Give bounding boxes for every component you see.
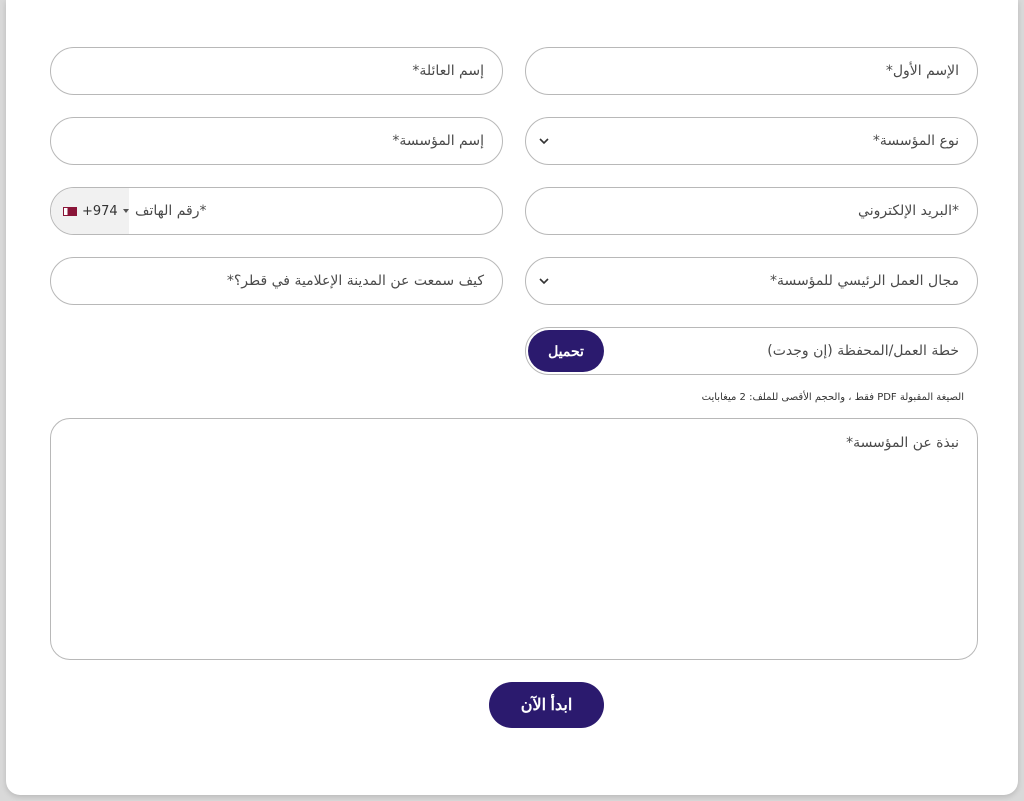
last-name-placeholder: إسم العائلة* — [412, 63, 484, 79]
dial-code: +974 — [82, 203, 118, 219]
caret-down-icon — [123, 209, 129, 213]
org-type-select[interactable] — [525, 117, 978, 165]
business-plan-placeholder: خطة العمل/المحفظة (إن وجدت) — [767, 343, 959, 359]
first-name-placeholder: الإسم الأول* — [885, 63, 959, 79]
chevron-down-icon — [538, 135, 550, 147]
country-code-selector[interactable] — [51, 188, 129, 234]
org-name-placeholder: إسم المؤسسة* — [392, 133, 484, 149]
email-field[interactable] — [525, 187, 978, 235]
business-field-placeholder: مجال العمل الرئيسي للمؤسسة* — [769, 273, 959, 289]
business-field-select[interactable] — [525, 257, 978, 305]
phone-placeholder: *رقم الهاتف — [135, 203, 207, 219]
phone-field[interactable] — [50, 187, 503, 235]
org-type-placeholder: نوع المؤسسة* — [872, 133, 959, 149]
about-org-placeholder: نبذة عن المؤسسة* — [846, 435, 959, 451]
form-card — [6, 0, 1018, 795]
org-name-field[interactable] — [50, 117, 503, 165]
first-name-field[interactable] — [525, 47, 978, 95]
qatar-flag-icon — [63, 207, 77, 216]
how-heard-field[interactable] — [50, 257, 503, 305]
upload-button[interactable]: تحميل — [528, 330, 604, 372]
file-format-note: الصيغة المقبولة PDF فقط ، والحجم الأقصى للملف: 2 ميغابايت — [701, 392, 964, 403]
last-name-field[interactable] — [50, 47, 503, 95]
start-now-button[interactable]: ابدأ الآن — [489, 682, 604, 728]
email-placeholder: *البريد الإلكتروني — [858, 203, 959, 219]
about-org-textarea[interactable] — [50, 418, 978, 660]
business-plan-upload-field — [525, 327, 978, 375]
how-heard-placeholder: كيف سمعت عن المدينة الإعلامية في قطر؟* — [226, 273, 484, 289]
chevron-down-icon — [538, 275, 550, 287]
